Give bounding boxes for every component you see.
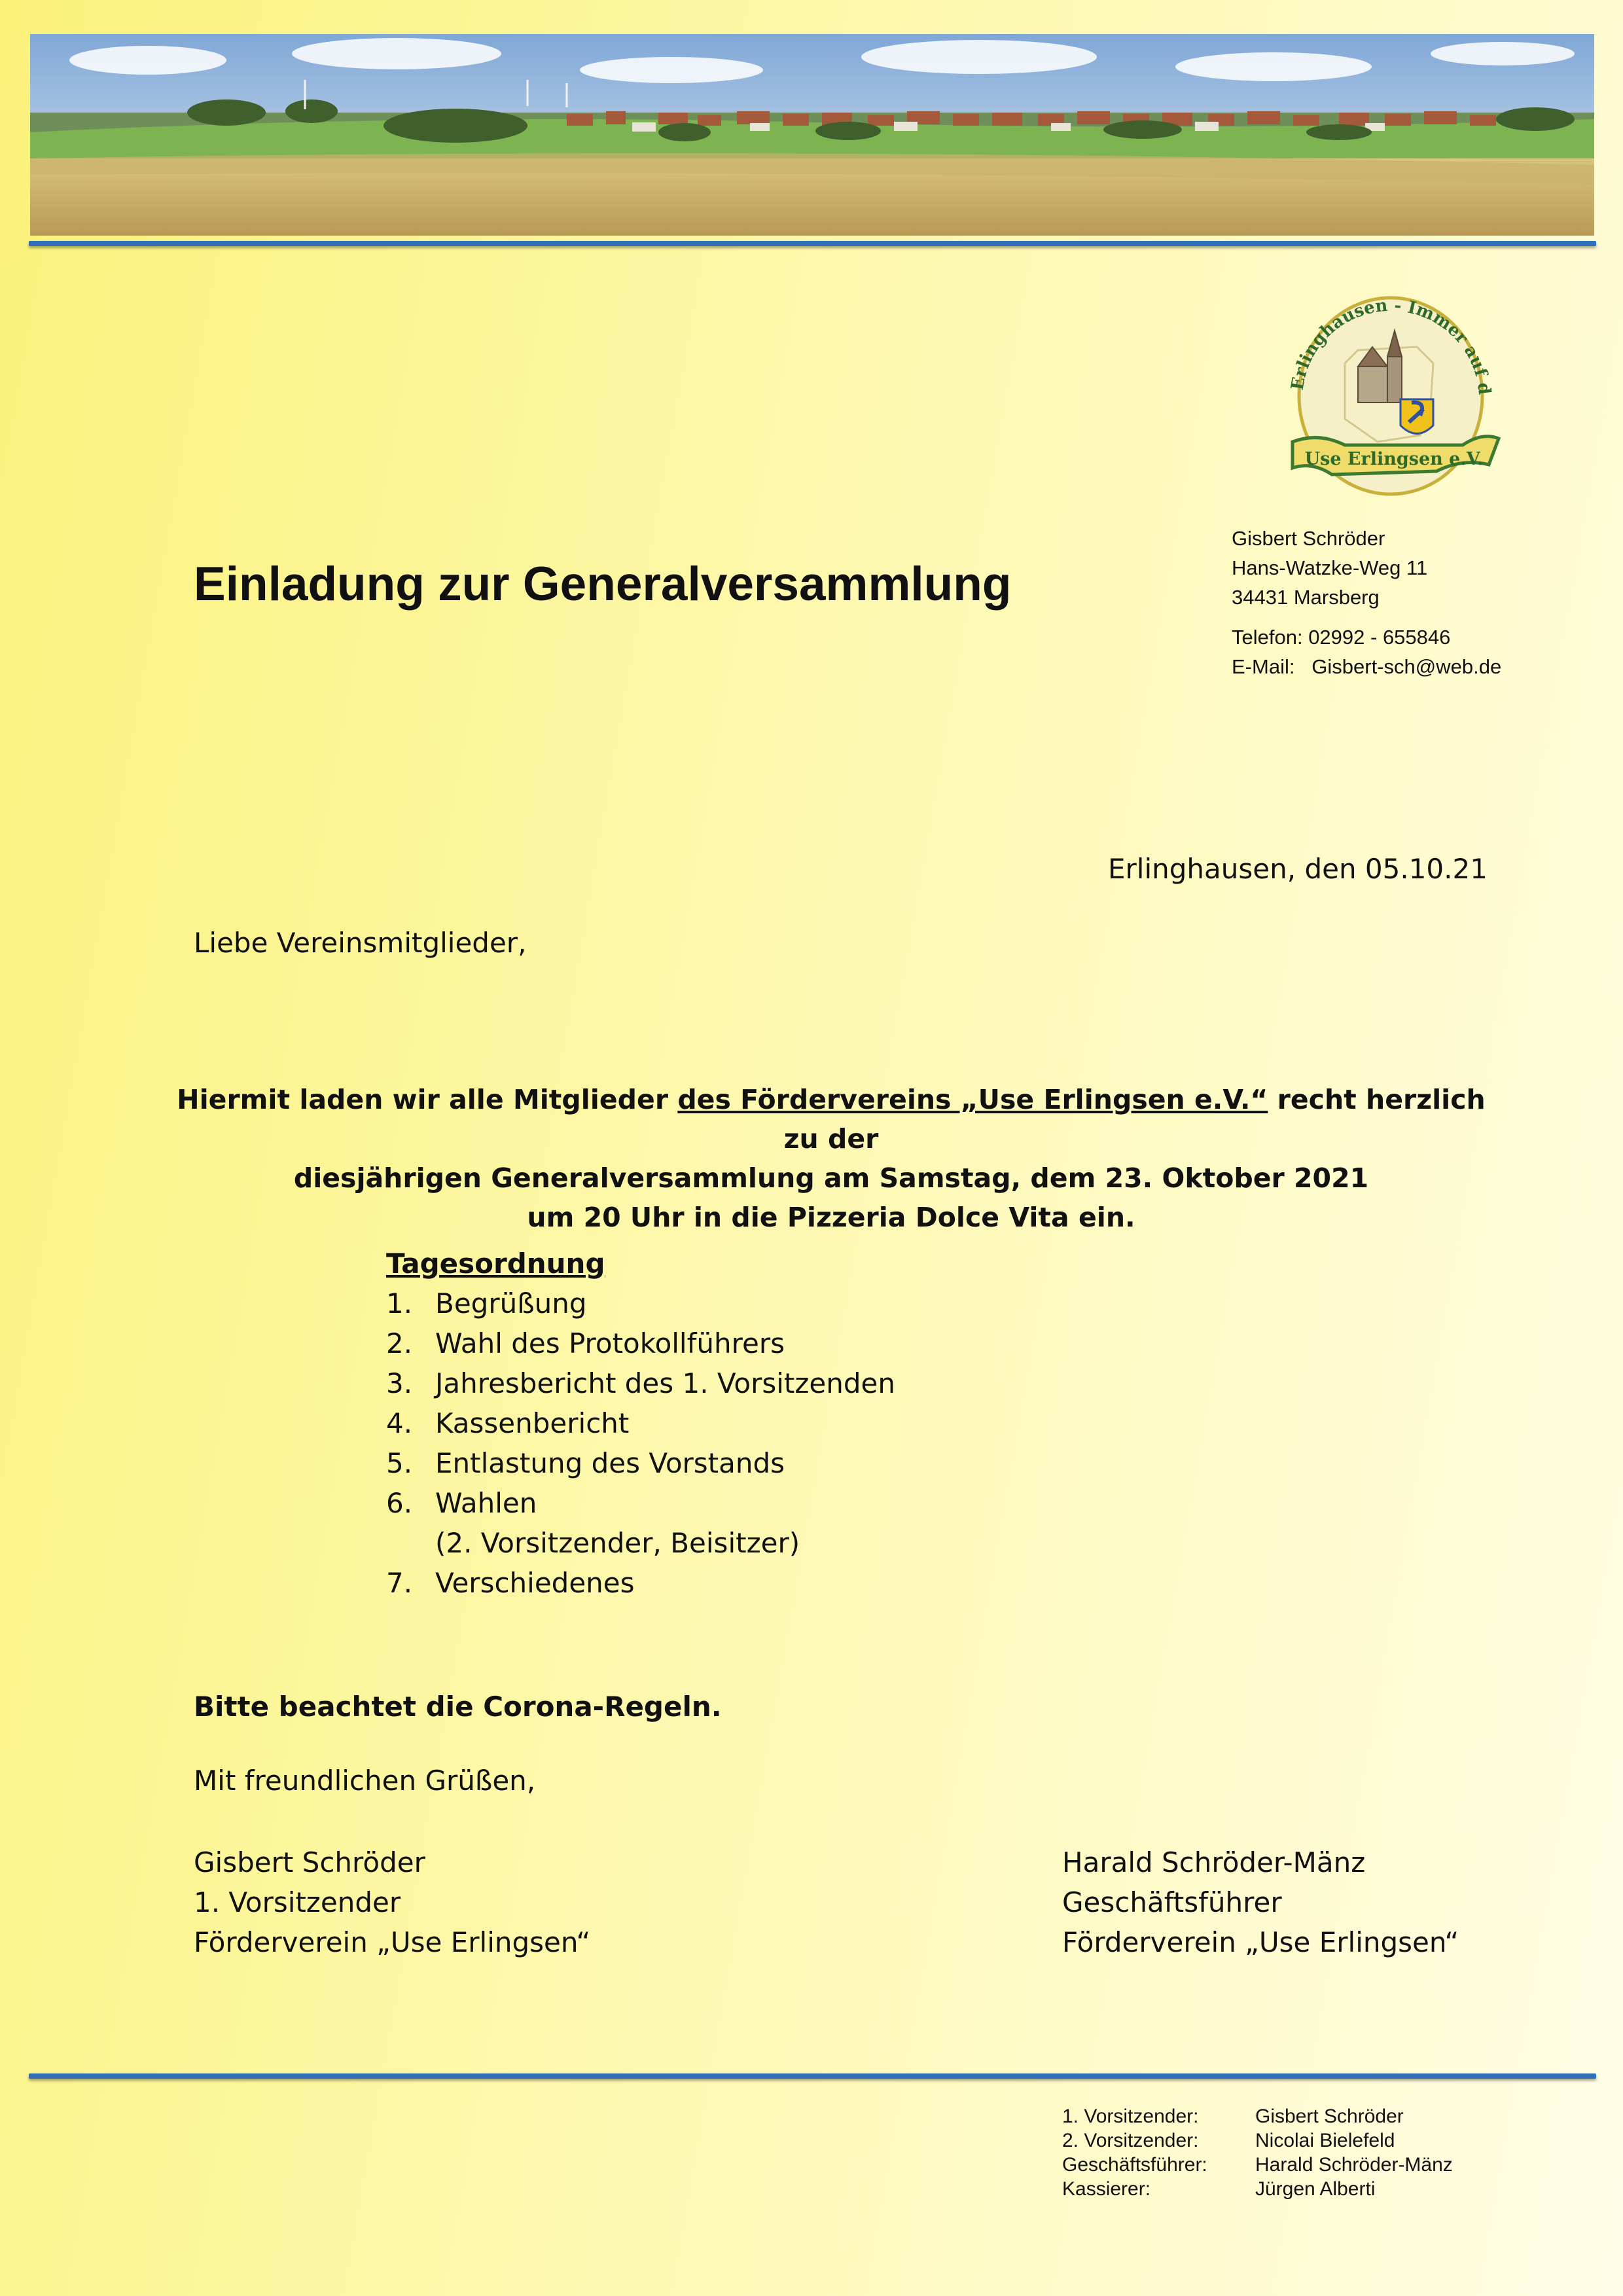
logo-ring-text: Erlinghausen - Immer auf d [1287, 295, 1495, 396]
signature-name: Harald Schröder-Mänz [1062, 1846, 1366, 1878]
invitation-text [164, 1080, 1499, 1237]
signature-left [194, 1842, 590, 1962]
agenda-item: 7. Verschiedenes [386, 1567, 635, 1599]
board-row: 2. Vorsitzender: Nicolai Bielefeld [1062, 2130, 1395, 2151]
board-row: Geschäftsführer: Harald Schröder-Mänz [1062, 2154, 1453, 2176]
agenda [386, 1244, 895, 1603]
agenda-heading: Tagesordnung [386, 1247, 605, 1280]
sender-email-label: E-Mail: [1232, 655, 1295, 678]
agenda-item: 1. Begrüßung [386, 1287, 587, 1319]
agenda-item: 3. Jahresbericht des 1. Vorsitzenden [386, 1367, 896, 1399]
closing-greeting: Mit freundlichen Grüßen, [194, 1765, 536, 1797]
signature-org: Förderverein „Use Erlingsen“ [194, 1926, 591, 1958]
sender-email: Gisbert-sch@web.de [1311, 655, 1502, 678]
signature-org: Förderverein „Use Erlingsen“ [1062, 1926, 1459, 1958]
logo-ribbon-text: Use Erlingsen e.V. [1304, 449, 1484, 469]
corona-notice: Bitte beachtet die Corona-Regeln. [194, 1691, 722, 1723]
agenda-item: 4. Kassenbericht [386, 1407, 630, 1439]
header-banner-photo [30, 34, 1594, 236]
agenda-item: 2. Wahl des Protokollführers [386, 1327, 785, 1359]
sender-address [1232, 524, 1501, 681]
invitation-line-2: diesjährigen Generalversammlung am Samstag, dem 23. Oktober 2021 [293, 1162, 1369, 1194]
invitation-line-1: Hiermit laden wir alle Mitglieder des Fördervereins „Use Erlingsen e.V.“ recht herzlich zu der [177, 1084, 1486, 1155]
top-blue-rule [29, 241, 1596, 246]
signature-role: 1. Vorsitzender [194, 1886, 401, 1918]
agenda-item: 6. Wahlen [386, 1487, 537, 1519]
sender-city: 34431 Marsberg [1232, 586, 1380, 609]
sender-phone: Telefon: 02992 - 655846 [1232, 626, 1451, 649]
association-logo [1266, 285, 1508, 511]
board-row: 1. Vorsitzender: Gisbert Schröder [1062, 2106, 1404, 2127]
place-date: Erlinghausen, den 05.10.21 [1108, 853, 1488, 885]
signature-right [1062, 1842, 1459, 1962]
signature-name: Gisbert Schröder [194, 1846, 425, 1878]
board-members-footer [1062, 2104, 1453, 2201]
signature-role: Geschäftsführer [1062, 1886, 1282, 1918]
agenda-item: 5. Entlastung des Vorstands [386, 1447, 785, 1479]
sender-name: Gisbert Schröder [1232, 527, 1385, 550]
document-title: Einladung zur Generalversammlung [194, 558, 1012, 611]
board-row: Kassierer: Jürgen Alberti [1062, 2178, 1376, 2200]
sender-street: Hans-Watzke-Weg 11 [1232, 556, 1428, 579]
sender-email-line [1232, 652, 1501, 681]
invitation-line-3: um 20 Uhr in die Pizzeria Dolce Vita ein. [527, 1202, 1135, 1233]
salutation: Liebe Vereinsmitglieder, [194, 927, 527, 959]
bottom-blue-rule [29, 2073, 1596, 2079]
agenda-item-sub: (2. Vorsitzender, Beisitzer) [435, 1527, 800, 1559]
association-name: des Fördervereins „Use Erlingsen e.V.“ [677, 1084, 1268, 1115]
